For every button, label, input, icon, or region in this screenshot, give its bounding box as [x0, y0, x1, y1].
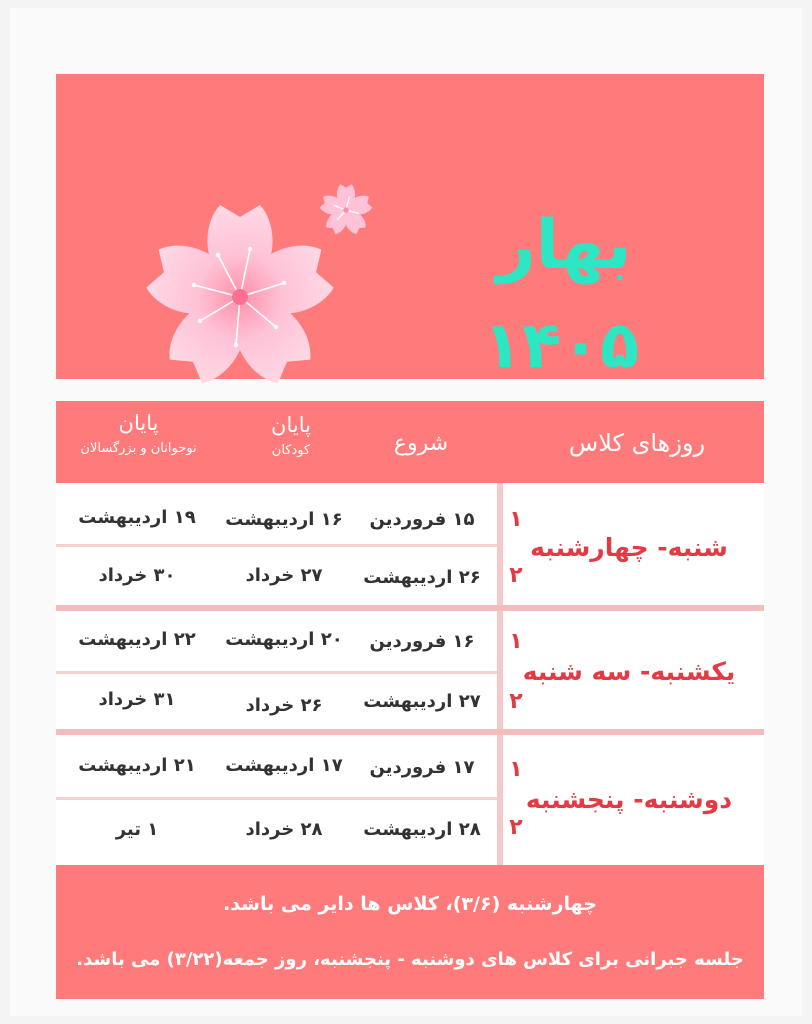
row-divider	[56, 797, 497, 800]
header-end-teen-label: پایان	[118, 411, 159, 435]
header-end-kids-sub: کودکان	[271, 443, 311, 458]
year-title: ۱۴۰۵	[482, 309, 640, 383]
start-date: ۲۶ اردیبهشت	[363, 567, 481, 588]
column-divider	[497, 483, 503, 865]
end-date-kids: ۱۷ اردیبهشت	[225, 755, 343, 776]
end-date-teen: ۳۱ خرداد	[98, 689, 176, 710]
end-date-teen: ۱۹ اردیبهشت	[78, 507, 196, 528]
end-date-kids: ۲۰ اردیبهشت	[225, 629, 343, 650]
note-holiday: چهارشنبه (۳/۶)، کلاس ها دایر می باشد.	[223, 893, 597, 915]
end-date-kids: ۲۸ خرداد	[245, 819, 323, 840]
header-end-teen-sub: نوجوانان و بزرگسالان	[80, 441, 197, 456]
session-number: ۱	[509, 757, 523, 782]
schedule-sheet	[10, 8, 802, 1016]
session-number: ۲	[509, 689, 523, 714]
header-end-teen	[56, 411, 221, 456]
season-title: بهار	[496, 206, 632, 285]
class-days-label: شنبه- چهارشنبه	[530, 533, 728, 562]
end-date-teen: ۳۰ خرداد	[98, 565, 176, 586]
end-date-teen: ۲۱ اردیبهشت	[78, 755, 196, 776]
session-number: ۲	[509, 563, 523, 588]
notes-footer	[56, 865, 764, 999]
session-number: ۱	[509, 629, 523, 654]
end-date-kids: ۲۷ خرداد	[245, 565, 323, 586]
header-end-kids-label: پایان	[271, 413, 311, 437]
header-end-kids	[221, 413, 361, 458]
class-days-label: یکشنبه- سه شنبه	[522, 657, 736, 686]
header-start: شروع	[393, 431, 449, 456]
row-divider	[56, 671, 497, 674]
note-makeup-session: جلسه جبرانی برای کلاس های دوشنبه - پنجشنبه، روز جمعه(۳/۲۲) می باشد.	[76, 949, 744, 970]
session-number: ۱	[509, 507, 523, 532]
group-divider	[56, 729, 764, 735]
cherry-blossom-icon	[318, 182, 374, 238]
schedule-table	[56, 401, 764, 865]
header-banner	[56, 74, 764, 383]
end-date-teen: ۲۲ اردیبهشت	[78, 629, 196, 650]
end-date-teen: ۱ تیر	[115, 819, 159, 840]
end-date-kids: ۲۶ خرداد	[245, 695, 323, 716]
header-class-days: روزهای کلاس	[568, 429, 706, 457]
end-date-kids: ۱۶ اردیبهشت	[225, 509, 343, 530]
table-header	[56, 401, 764, 483]
start-date: ۱۶ فروردین	[369, 631, 475, 652]
start-date: ۱۵ فروردین	[369, 509, 475, 530]
start-date: ۱۷ فروردین	[369, 757, 475, 778]
group-divider	[56, 605, 764, 611]
start-date: ۲۸ اردیبهشت	[363, 819, 481, 840]
session-number: ۲	[509, 815, 523, 840]
cherry-blossom-icon	[140, 192, 340, 402]
class-days-label: دوشنبه- پنجشنبه	[525, 785, 733, 814]
start-date: ۲۷ اردیبهشت	[363, 691, 481, 712]
row-divider	[56, 544, 497, 547]
